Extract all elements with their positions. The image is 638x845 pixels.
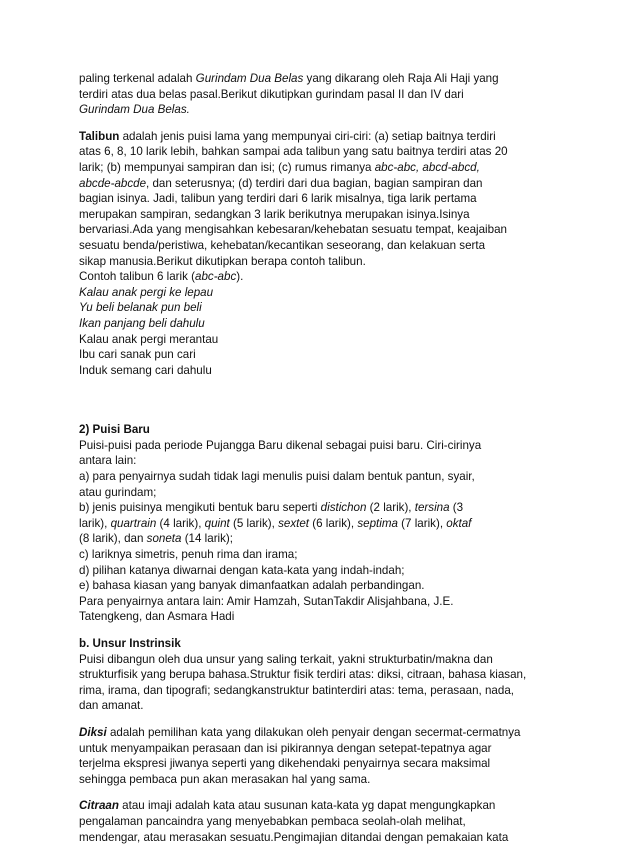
text-line [79,798,559,814]
text-run: tersina [414,501,450,515]
text-run: Tatengkeng, dan Asmara Hadi [79,610,235,624]
text-run: c) lariknya simetris, penuh rima dan irama; [79,548,298,562]
text-run: merupakan sampiran, sedangkan 3 larik berikutnya merupakan isinya.Isinya [79,207,470,221]
text-line [79,698,559,714]
text-run: sextet [278,516,310,530]
text-run: Ibu cari sanak pun cari [79,348,196,362]
text-line [79,269,559,285]
text-run: sehingga pembaca pun akan merasakan hal yang sama. [79,772,371,786]
text-line [79,772,559,788]
text-run: sikap manusia.Berikut dikutipkan berapa contoh talibun. [79,254,366,268]
text-run: Contoh talibun 6 larik ( [79,270,195,284]
text-run: d) pilihan katanya diwarnai dengan kata-kata yang indah-indah; [79,563,405,577]
text-line [79,238,559,254]
text-line [79,316,559,332]
text-line [79,144,559,160]
text-run: bervariasi.Ada yang mengisahkan kebesaran/kehebatan sesuatu tempat, keajaiban [79,223,507,237]
text-line [79,516,559,532]
text-line [79,438,559,454]
text-run: (4 larik), [156,516,205,530]
text-line [79,160,559,176]
text-line [79,129,559,145]
text-line [79,594,559,610]
paragraph-gap [79,714,559,725]
text-line [79,285,559,301]
text-run: abcde-abcde [79,176,147,190]
text-run: Kalau anak pergi merantau [79,332,219,346]
text-run: adalah jenis puisi lama yang mempunyai ciri-ciri: (a) setiap baitnya terdiri [119,129,496,143]
text-run: septima [357,516,398,530]
text-run: 2) Puisi Baru [79,423,150,437]
text-line [79,207,559,223]
text-run: , dan seterusnya; (d) terdiri dari dua bagian, bagian sampiran dan [146,176,483,190]
text-run: terjelma ekspresi jiwanya seperti yang dikehendaki penyairnya secara maksimal [79,757,491,771]
text-run: b) jenis puisinya mengikuti bentuk baru seperti [79,501,321,515]
text-line [79,300,559,316]
text-run: antara lain: [79,454,137,468]
paragraph-gap [79,118,559,129]
paragraph-gurindam-intro [79,71,559,118]
text-line [79,667,559,683]
paragraph-gap [79,625,559,636]
text-line [79,102,559,118]
text-run: abc-abc, abcd-abcd, [374,160,480,174]
text-line [79,636,559,652]
text-run: b. Unsur Instrinsik [79,637,181,650]
text-line [79,609,559,625]
text-run: Kalau anak pergi ke lepau [79,285,214,299]
text-run: abc-abc [195,270,237,284]
text-run: (3 [449,501,464,515]
text-line [79,176,559,192]
text-run: larik), [79,516,111,530]
text-line [79,453,559,469]
text-line [79,500,559,516]
text-run: soneta [146,532,182,546]
text-line [79,547,559,563]
text-run: dan amanat. [79,699,144,713]
text-run: Puisi dibangun oleh dua unsur yang saling terkait, yakni strukturbatin/makna dan [79,652,493,666]
text-run: Ikan panjang beli dahulu [79,316,205,330]
text-run: distichon [320,501,367,515]
text-run: bagian isinya. Jadi, talibun yang terdiri dari 6 larik misalnya, tiga larik pertama [79,192,477,206]
text-line [79,71,559,87]
text-run: ). [236,270,244,284]
text-line [79,222,559,238]
text-run: rima, irama, dan tipografi; sedangkanstruktur batinterdiri atas: tema, perasaan, nada, [79,683,514,697]
text-run: atas 6, 8, 10 larik lebih, bahkan sampai ada talibun yang satu baitnya terdiri atas 20 [79,145,508,159]
text-run: untuk menyampaikan perasaan dan isi pikirannya dengan setepat-tepatnya agar [79,741,492,755]
text-run: Puisi-puisi pada periode Pujangga Baru dikenal sebagai puisi baru. Ciri-cirinya [79,438,482,452]
text-run: oktaf [446,516,472,530]
text-line [79,363,559,379]
text-run: Diksi [79,725,107,739]
section-gap [79,378,559,422]
text-run: Yu beli belanak pun beli [79,301,202,315]
text-run: (5 larik), [229,516,279,530]
text-line [79,563,559,579]
text-run: yang dikarang oleh Raja Ali Haji yang [303,72,499,85]
text-run: Talibun [79,129,120,143]
text-line [79,741,559,757]
paragraph-diksi [79,725,559,787]
paragraph-talibun [79,129,559,379]
text-line [79,830,559,845]
text-run: atau imaji adalah kata atau susunan kata-kata yg dapat mengungkapkan [118,799,496,813]
section-puisi-baru [79,422,559,625]
text-run: (7 larik), [397,516,447,530]
text-line [79,422,559,438]
text-line [79,485,559,501]
text-line [79,254,559,270]
text-run: adalah pemilihan kata yang dilakukan oleh penyair dengan secermat-cermatnya [106,725,521,739]
text-run: (2 larik), [366,501,415,515]
text-run: sesuatu benda/peristiwa, kehebatan/kecantikan seseorang, dan kelakuan serta [79,238,486,252]
text-line [79,725,559,741]
text-run: mendengar, atau merasakan sesuatu.Pengimajian ditandai dengan pemakaian kata [79,830,509,844]
text-run: (14 larik); [181,532,234,546]
text-line [79,756,559,772]
text-run: quartrain [110,516,157,530]
text-run: Gurindam Dua Belas. [79,103,190,117]
text-line [79,469,559,485]
text-line [79,191,559,207]
text-run: atau gurindam; [79,485,157,499]
text-run: (6 larik), [309,516,358,530]
text-run: larik; (b) mempunyai sampiran dan isi; (c) rumus rimanya [79,160,375,174]
text-line [79,652,559,668]
document-page [79,71,559,845]
text-line [79,347,559,363]
paragraph-gap [79,787,559,798]
paragraph-citraan [79,798,559,845]
text-run: paling terkenal adalah [79,72,196,85]
text-run: a) para penyairnya sudah tidak lagi menulis puisi dalam bentuk pantun, syair, [79,470,475,484]
text-run: strukturfisik yang berupa bahasa.Struktur fisik terdiri atas: diksi, citraan, bahasa kiasan, [79,668,527,682]
text-run: (8 larik), dan [79,532,147,546]
text-line [79,578,559,594]
text-run: terdiri atas dua belas pasal.Berikut dikutipkan gurindam pasal II dan IV dari [79,87,464,101]
text-run: Induk semang cari dahulu [79,363,212,377]
text-line [79,87,559,103]
text-run: Para penyairnya antara lain: Amir Hamzah, SutanTakdir Alisjahbana, J.E. [79,594,454,608]
section-unsur-instrinsik [79,636,559,714]
text-run: Gurindam Dua Belas [195,72,304,85]
text-run: quint [204,516,230,530]
text-line [79,814,559,830]
text-line [79,683,559,699]
text-run: Citraan [79,799,119,813]
text-line [79,332,559,348]
text-run: pengalaman pancaindra yang menyebabkan pembaca seolah-olah melihat, [79,814,466,828]
text-run: e) bahasa kiasan yang banyak dimanfaatkan adalah perbandingan. [79,579,425,593]
text-line [79,531,559,547]
